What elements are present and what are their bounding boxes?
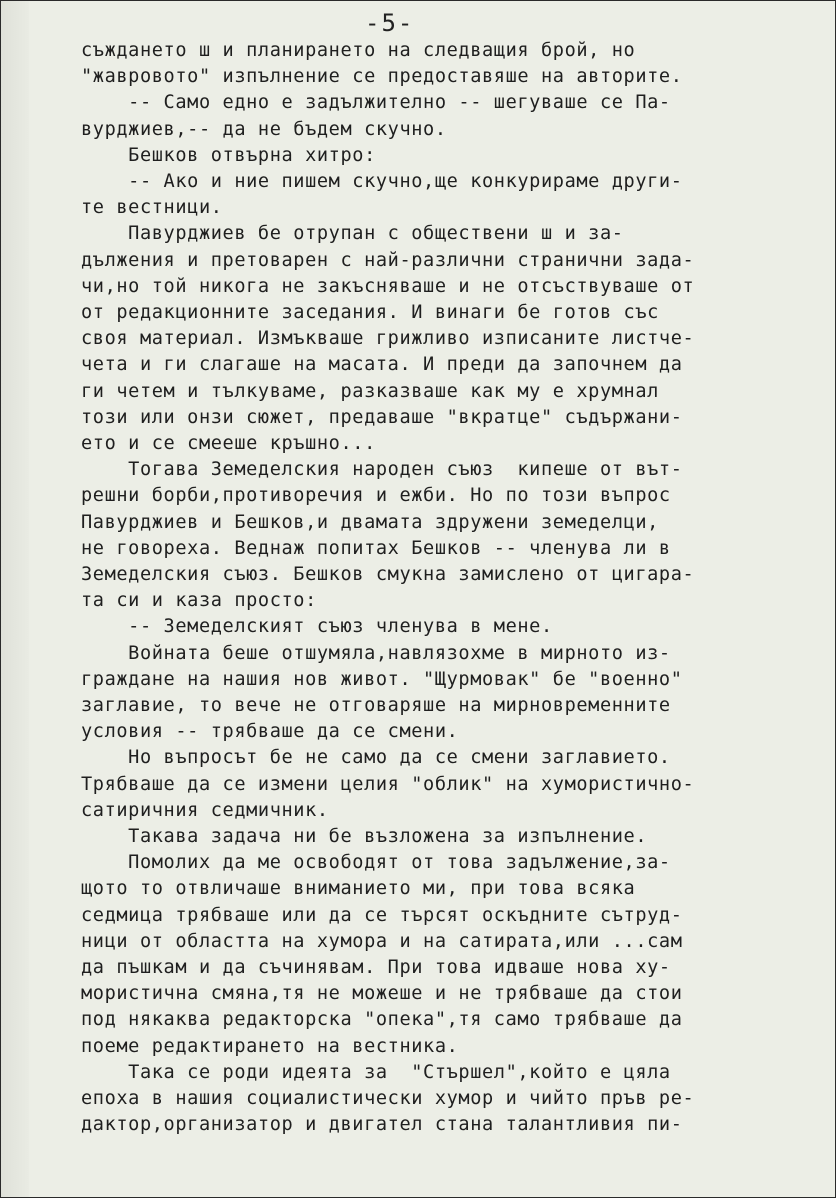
text-line: решни борби,противоречия и ежби. Но по този въпрос — [81, 485, 671, 507]
text-line: Земеделския съюз. Бешков смукна замислено от цигара- — [81, 564, 695, 585]
text-line: условия -- трябваше да се смени. — [81, 721, 459, 743]
text-line: ето и се смееше кръшно... — [81, 433, 376, 454]
text-line: чета и ги слагаше на масата. И преди да започнем да — [81, 354, 683, 376]
text-line: не говореха. Веднаж попитах Бешков -- членува ли в — [81, 537, 671, 559]
text-line: Така се роди идеята за "Стършел",който е цяла — [81, 1061, 671, 1083]
page-margin-strip — [1, 1, 29, 1197]
text-line: поеме редактирането на вестника. — [81, 1035, 459, 1057]
text-line: дактор,организатор и двигател стана талантливия пи- — [81, 1114, 683, 1136]
text-line: седмица трябваше или да се търсят оскъдните сътруд- — [81, 904, 683, 926]
text-line: сатиричния седмичник. — [81, 799, 329, 821]
text-line: епоха в нашия социалистически хумор и чийто пръв ре- — [81, 1088, 695, 1109]
text-line: своя материал. Измъкваше грижливо изписаните листче- — [81, 328, 695, 350]
text-line: Павурджиев и Бешков,и двамата здружени земеделци, — [81, 511, 659, 533]
text-line: Павурджиев бе отрупан с обществени ш и за- — [81, 223, 624, 245]
text-line: Такава задача ни бе възложена за изпълнение. — [81, 826, 648, 847]
text-line: под някаква редакторска "опека",тя само трябваше да — [81, 1009, 683, 1031]
text-line: този или онзи сюжет, предаваше "вкратце" съдържани- — [81, 406, 683, 428]
text-line: съждането ш и планирането на следващия брой, но — [81, 40, 636, 61]
text-line: Тогава Земеделския народен съюз кипеше от вът- — [81, 459, 683, 481]
text-line: Трябваше да се измени целия "облик" на хумористично- — [81, 773, 695, 795]
text-line: -- Само едно е задължително -- шегуваше се Па- — [81, 92, 671, 114]
text-line: дължения и претоварен с най-различни странични зада- — [81, 249, 695, 271]
text-line: щото то отвличаше вниманието ми, при това всяка — [81, 878, 636, 900]
text-line: Но въпросът бе не само да се смени заглавието. — [81, 747, 671, 769]
text-line: чи,но той никога не закъсняваше и не отсъствуваше от — [81, 275, 695, 297]
text-line: Войната беше отшумяла,навлязохме в мирното из- — [81, 642, 671, 664]
text-line: заглавие, то вече не отговаряше на мирновременните — [81, 695, 671, 716]
text-line: -- Ако и ние пишем скучно,ще конкурираме други- — [81, 171, 683, 192]
text-line: "жавровото" изпълнение се предоставяше на авторите. — [81, 66, 683, 88]
page-number: -5- — [365, 9, 415, 37]
text-line: от редакционните заседания. И винаги бе готов със — [81, 302, 659, 323]
text-line: ги четем и тълкуваме, разказваше как му е хрумнал — [81, 380, 659, 402]
text-line: граждане на нашия нов живот. "Щурмовак" бе "военно" — [81, 668, 683, 690]
text-line: Помолих да ме освободят от това задължение,за- — [81, 852, 671, 874]
text-line: мористична смяна,тя не можеше и не трябваше да стои — [81, 983, 683, 1005]
text-line: да пъшкам и да съчинявам. При това идваше нова ху- — [81, 957, 671, 978]
text-line: -- Земеделският съюз членува в мене. — [81, 616, 553, 638]
text-line: те вестници. — [81, 197, 223, 219]
text-line: та си и каза просто: — [81, 590, 317, 612]
text-line: ници от областта на хумора и на сатирата,или ...сам — [81, 930, 683, 952]
text-line: Бешков отвърна хитро: — [81, 144, 376, 166]
text-line: вурджиев,-- да не бъдем скучно. — [81, 118, 447, 140]
